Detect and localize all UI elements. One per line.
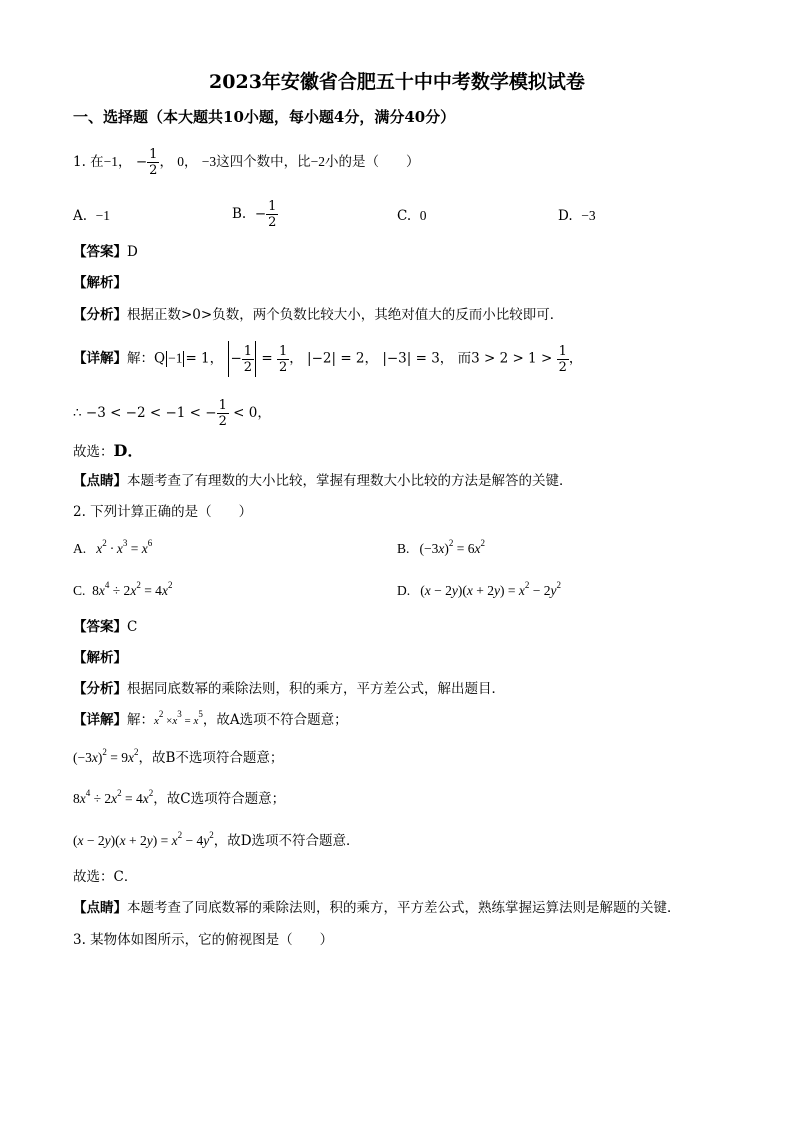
q1-suffix: 小的是（ ） — [325, 154, 420, 170]
fraction — [242, 344, 254, 375]
remark-tag: 【点睛】 — [73, 900, 127, 916]
q1-mid: 这四个数中，比 — [216, 154, 311, 170]
q1-option-c — [397, 209, 426, 224]
fraction — [217, 398, 229, 429]
frac-num: 1 — [149, 147, 158, 162]
frac-den: 2 — [149, 163, 158, 178]
frac-num: 1 — [243, 343, 253, 359]
analysis-text: 根据正数>0>负数，两个负数比较大小，其绝对值大的反而小比较即可． — [127, 307, 564, 323]
option-fraction — [266, 199, 278, 230]
q2-analysis — [73, 683, 505, 697]
abs-bar — [166, 351, 167, 367]
detail-tail: ，故A选项不符合题意； — [202, 712, 348, 728]
frac-num: 1 — [268, 199, 277, 214]
answer-value: C — [127, 619, 138, 635]
detail-tail: ，故D选项不符合题意． — [213, 833, 360, 849]
q1-option-d — [558, 209, 596, 224]
eq-text: |−3| = 3， — [382, 350, 454, 367]
frac-den: 2 — [558, 359, 567, 375]
section-heading: 一、选择题（本大题共10小题，每小题4分，满分40分） — [73, 108, 456, 126]
q1-analysis — [73, 309, 563, 323]
option-label: A. — [73, 541, 87, 556]
q1-jiexi-tag: 【解析】 — [73, 275, 127, 291]
q1-number-neg3: −3 — [201, 154, 217, 169]
option-label: B. — [232, 206, 247, 222]
frac-den: 2 — [268, 215, 277, 230]
frac-den: 2 — [278, 359, 288, 375]
analysis-text: 根据同底数幂的乘除法则，积的乘方，平方差公式，解出题目． — [127, 681, 505, 697]
fraction — [557, 344, 569, 375]
answer-tag: 【答案】 — [73, 619, 127, 635]
eq-sign: = — [261, 350, 273, 367]
option-value: 0 — [419, 208, 427, 223]
analysis-tag: 【分析】 — [73, 307, 127, 323]
q1-number-neg1: −1 — [103, 154, 119, 169]
q1-answer — [73, 246, 138, 260]
option-label: C. — [73, 583, 86, 598]
option-label: C. — [397, 208, 412, 224]
q1-frac-sign: − — [135, 154, 148, 170]
analysis-tag: 【分析】 — [73, 681, 127, 697]
frac-den: 2 — [218, 414, 227, 429]
eq-text: |−2| = 2， — [307, 350, 379, 367]
detail-pre: 解：Q — [127, 350, 166, 367]
abs-value: −1 — [168, 350, 183, 366]
remark-tag: 【点睛】 — [73, 473, 127, 489]
choice-answer: D． — [113, 441, 144, 460]
question-1-stem — [73, 147, 420, 178]
q1-option-b — [232, 199, 278, 230]
frac-sign: − — [230, 350, 242, 367]
chain-tail: < 0， — [233, 405, 271, 421]
q2-option-c: C. $8x^4 \div 2x^2 = 4x^2$ — [73, 580, 173, 598]
q2-answer — [73, 621, 137, 635]
remark-text: 本题考查了有理数的大小比较，掌握有理数大小比较的方法是解答的关键． — [127, 473, 573, 489]
option-label: B. — [397, 541, 410, 556]
option-label: A. — [73, 208, 88, 224]
abs-bar — [255, 341, 256, 377]
question-2-stem: 2. 下列计算正确的是（ ） — [73, 504, 253, 520]
choice-text: 故选： — [73, 444, 114, 460]
answer-value: D — [127, 244, 138, 260]
detail-pre: 解： — [127, 712, 154, 728]
q2-option-a: A. $x^2 \cdot x^3 = x^6$ — [73, 538, 153, 556]
q2-detail-line4: $(x - 2y)(x + 2y) = x^2 - 4y^2$，故D选项不符合题意． — [73, 830, 360, 849]
inequality-text: 而3 > 2 > 1 > — [457, 350, 553, 367]
q1-detail — [73, 341, 582, 377]
option-label: D. — [558, 208, 573, 224]
q2-jiexi-tag: 【解析】 — [73, 650, 127, 666]
q1-fraction — [147, 147, 159, 178]
frac-num: 1 — [218, 398, 227, 413]
question-3-stem: 3. 某物体如图所示，它的俯视图是（ ） — [73, 932, 334, 948]
detail-tail: ，故B不选项符合题意； — [138, 750, 284, 766]
detail-tag: 【详解】 — [73, 350, 127, 367]
q1-prefix: 1. 在 — [73, 154, 104, 170]
q1-number-neg2: −2 — [310, 154, 326, 169]
detail-tail: ，故C选项符合题意； — [153, 791, 286, 807]
detail-tag: 【详解】 — [73, 712, 127, 728]
q2-detail-line3: $8x^4 \div 2x^2 = 4x^2$，故C选项符合题意； — [73, 788, 286, 807]
inequality-tail: ， — [568, 350, 583, 367]
q2-option-b: B. $(-3x)^2 = 6x^2$ — [397, 538, 485, 556]
q2-detail-line2: $(-3x)^2 = 9x^2$，故B不选项符合题意； — [73, 747, 284, 766]
option-sign: − — [254, 206, 267, 222]
q2-option-d: D. $(x - 2y)(x + 2y) = x^2 - 2y^2$ — [397, 580, 561, 598]
q1-chain — [73, 398, 271, 429]
q2-remark — [73, 902, 681, 916]
eq-tail: ， — [289, 350, 303, 367]
q1-remark — [73, 475, 573, 489]
frac-den: 2 — [243, 359, 253, 375]
page-title: 2023年安徽省合肥五十中中考数学模拟试卷 — [209, 71, 585, 93]
eq-text: = 1， — [185, 350, 224, 367]
q1-comma: ， — [159, 154, 173, 170]
fraction — [277, 344, 289, 375]
remark-text: 本题考查了同底数幂的乘除法则，积的乘方，平方差公式，熟练掌握运算法则是解题的关键． — [127, 900, 681, 916]
chain-text: ∴ −3 < −2 < −1 < − — [73, 405, 217, 421]
answer-tag: 【答案】 — [73, 244, 127, 260]
frac-num: 1 — [278, 343, 288, 359]
option-label: D. — [397, 583, 411, 598]
frac-num: 1 — [558, 343, 567, 359]
q2-choice: 故选：C． — [73, 869, 138, 885]
option-value: −1 — [95, 208, 111, 223]
q2-detail-line1: 【详解】解：$x^2 \times x^3 = x^5$，故A选项不符合题意； — [73, 709, 348, 728]
option-value: −3 — [581, 208, 596, 223]
q1-choice — [73, 443, 143, 460]
q1-comma: ， — [183, 154, 198, 170]
q1-option-a — [73, 209, 110, 224]
q1-comma: ， — [118, 154, 132, 170]
q1-number-zero: 0 — [177, 154, 184, 169]
